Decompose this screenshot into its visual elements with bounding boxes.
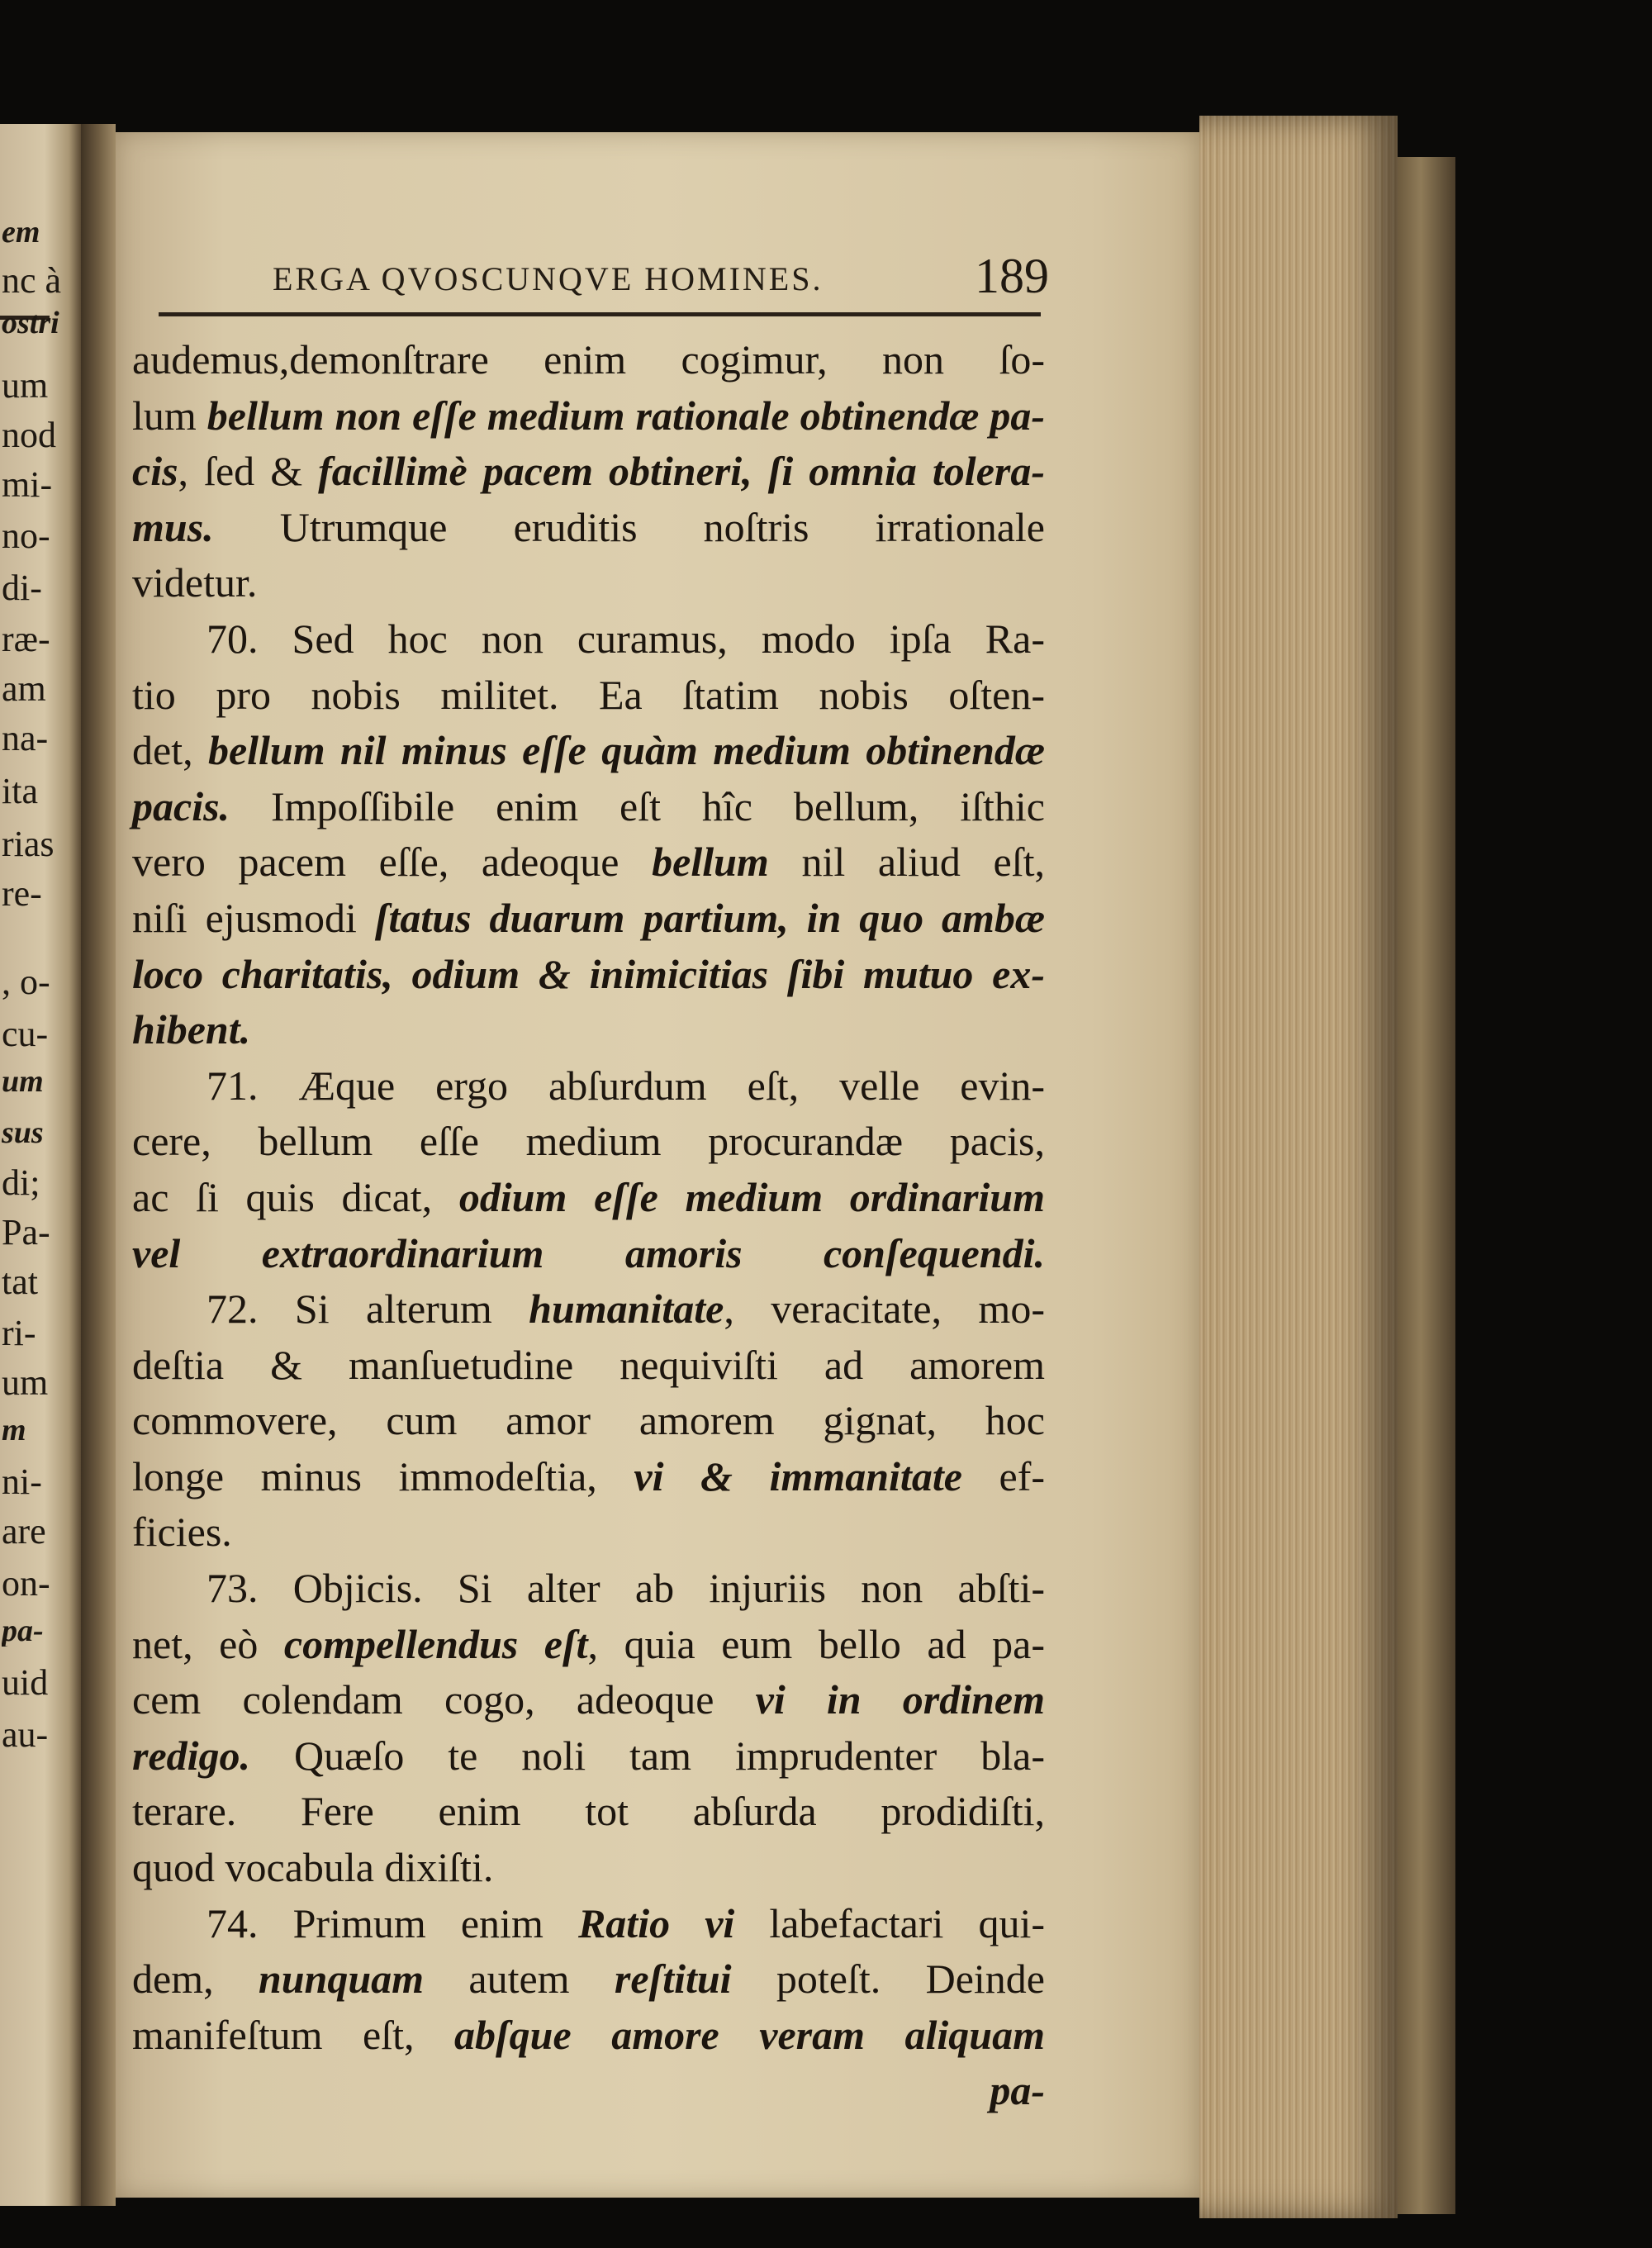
italic-segment: abſque amore veram aliquam <box>454 2011 1045 2058</box>
facing-page-fragment: di- <box>2 570 42 606</box>
text-line <box>132 2063 1045 2119</box>
italic-segment: nunquam <box>258 1956 425 2003</box>
facing-page-fragment: um <box>2 368 49 404</box>
italic-segment: facillimè pacem obtineri, ſi omnia tolera- <box>318 448 1045 495</box>
facing-page-fragment: pa- <box>2 1615 44 1647</box>
text-segment: poteſt. Deinde <box>731 1956 1045 2003</box>
text-segment: commovere, cum amor amorem gignat, hoc <box>132 1397 1045 1444</box>
italic-segment: hibent. <box>132 1006 251 1053</box>
facing-page-left <box>0 124 81 2206</box>
facing-page-fragment: um <box>2 1365 49 1401</box>
text-line <box>132 1058 1045 1114</box>
text-line <box>132 388 1045 444</box>
running-head <box>273 248 1049 314</box>
text-segment: audemus,demonſtrare enim cogimur, non ſo- <box>132 336 1045 383</box>
text-line <box>132 1504 1045 1561</box>
text-segment: det, <box>132 727 208 774</box>
italic-segment: humanitate <box>529 1286 724 1333</box>
text-segment: cere, bellum eſſe medium procurandæ pacis, <box>132 1118 1045 1165</box>
text-segment: longe minus immodeſtia, <box>132 1452 634 1499</box>
text-segment: cem colendam cogo, adeoque <box>132 1676 756 1723</box>
text-line <box>132 1281 1045 1338</box>
facing-page-fragment: nod <box>2 417 56 454</box>
text-segment: autem <box>424 1956 615 2003</box>
text-segment: deſtia & manſuetudine nequiviſti ad amorem <box>132 1341 1045 1388</box>
facing-page-fragment: mi- <box>2 467 53 503</box>
text-segment: ac ſi quis dicat, <box>132 1173 459 1220</box>
text-segment: videtur. <box>132 559 258 606</box>
text-line <box>132 1114 1045 1170</box>
header-rule <box>159 312 1041 316</box>
italic-segment: vel extraordinarium amoris conſequendi. <box>132 1229 1045 1276</box>
text-line <box>132 500 1045 556</box>
text-line <box>132 1002 1045 1058</box>
catchword: pa- <box>990 2067 1045 2114</box>
italic-segment: compellendus eſt <box>283 1620 588 1667</box>
facing-page-fragment: cu- <box>2 1016 49 1053</box>
text-line <box>132 1617 1045 1673</box>
facing-page-fragment: Pa- <box>2 1214 50 1251</box>
text-segment: terare. Fere enim tot abſurda prodidiſti, <box>132 1788 1045 1835</box>
text-segment: , quia eum bello ad pa- <box>587 1620 1046 1667</box>
text-line <box>132 332 1045 388</box>
text-line <box>132 779 1045 835</box>
text-line <box>132 1728 1045 1785</box>
text-segment: ficies. <box>132 1509 232 1556</box>
facing-page-fragment: ita <box>2 773 38 810</box>
italic-segment: mus. <box>132 503 214 550</box>
text-segment: Quæſo te noli tam imprudenter bla- <box>250 1732 1045 1779</box>
facing-page-fragment: em <box>2 216 40 248</box>
facing-page-fragment: au- <box>2 1717 49 1753</box>
text-segment: lum <box>132 392 207 439</box>
facing-page-fragment: no- <box>2 518 50 554</box>
book-cover-edge <box>1398 157 1455 2214</box>
page-edges <box>1199 116 1398 2218</box>
facing-page-fragment: are <box>2 1514 46 1550</box>
text-line <box>132 1561 1045 1617</box>
italic-segment: vi in ordinem <box>755 1676 1046 1723</box>
text-line <box>132 1170 1045 1226</box>
text-segment: 72. Si alterum <box>206 1286 529 1333</box>
page-number: 189 <box>975 249 1049 303</box>
facing-page-fragment: na- <box>2 720 49 757</box>
text-segment: Utrumque eruditis noſtris irrationale <box>213 503 1045 550</box>
text-segment: 71. Æque ergo abſurdum eſt, velle evin- <box>206 1062 1045 1109</box>
italic-segment: pacis. <box>132 782 230 829</box>
facing-page-fragment: rias <box>2 826 55 863</box>
text-line <box>132 834 1045 891</box>
text-line <box>132 1672 1045 1728</box>
facing-page-fragment: um <box>2 1066 44 1097</box>
facing-page-fragment: di; <box>2 1165 40 1201</box>
italic-segment: bellum non eſſe medium rationale obtinendæ pa- <box>206 392 1045 439</box>
text-line <box>132 1951 1045 2008</box>
text-line <box>132 947 1045 1003</box>
text-segment: 74. Primum enim <box>206 1899 578 1946</box>
italic-segment: bellum nil minus eſſe quàm medium obtinendæ <box>207 727 1045 774</box>
text-segment: , veracitate, mo- <box>724 1286 1045 1333</box>
facing-page-fragment: nc à <box>2 263 62 299</box>
text-segment: niſi ejusmodi <box>132 894 375 941</box>
italic-segment: cis <box>132 448 178 495</box>
text-segment: dem, <box>132 1956 259 2003</box>
italic-segment: vi & immanitate <box>634 1452 962 1499</box>
text-line <box>132 1784 1045 1840</box>
text-segment: 70. Sed hoc non curamus, modo ipſa Ra- <box>206 615 1045 662</box>
text-line <box>132 555 1045 611</box>
text-line <box>132 723 1045 779</box>
text-segment: net, eò <box>132 1620 284 1667</box>
text-segment: labefactari qui- <box>734 1899 1046 1946</box>
text-line <box>132 1393 1045 1449</box>
text-segment: 73. Objicis. Si alter ab injuriis non abſti- <box>206 1565 1045 1612</box>
text-line <box>132 668 1045 724</box>
running-head-title: ERGA QVOSCUNQVE HOMINES. <box>273 260 824 297</box>
text-line <box>132 611 1045 668</box>
text-segment: tio pro nobis militet. Ea ſtatim nobis oſten- <box>132 671 1045 718</box>
text-line <box>132 1896 1045 1952</box>
facing-page-fragment: ostri <box>2 307 59 339</box>
facing-page-fragment: am <box>2 671 46 707</box>
italic-segment: bellum <box>652 839 769 886</box>
facing-page-fragment: ni- <box>2 1464 42 1500</box>
text-line <box>132 891 1045 947</box>
italic-segment: odium eſſe medium ordinarium <box>458 1173 1045 1220</box>
text-line <box>132 444 1045 500</box>
text-segment: ef- <box>961 1452 1046 1499</box>
facing-page-fragment: tat <box>2 1264 38 1300</box>
text-segment: manifeſtum eſt, <box>132 2011 455 2058</box>
facing-page-fragment: m <box>2 1414 26 1446</box>
facing-page-fragment: ræ- <box>2 621 50 658</box>
italic-segment: Ratio vi <box>577 1899 735 1946</box>
facing-page-fragment: re- <box>2 876 42 912</box>
facing-page-fragment: sus <box>2 1117 44 1148</box>
text-line <box>132 1840 1045 1896</box>
italic-segment: redigo. <box>132 1732 251 1779</box>
text-line <box>132 1449 1045 1505</box>
italic-segment: loco charitatis, odium & inimicitias ſibi mutuo ex- <box>132 950 1045 997</box>
page-body-text <box>132 332 1045 2119</box>
text-line <box>132 1226 1045 1282</box>
text-line <box>132 1338 1045 1394</box>
text-segment: nil aliud eſt, <box>768 839 1045 886</box>
book-gutter <box>81 124 116 2206</box>
text-segment: vero pacem eſſe, adeoque <box>132 839 653 886</box>
facing-page-fragment: ri- <box>2 1315 36 1352</box>
facing-page-fragment: on- <box>2 1566 50 1602</box>
text-segment: , ſed & <box>178 448 319 495</box>
italic-segment: ſtatus duarum partium, in quo ambæ <box>374 894 1045 941</box>
italic-segment: reſtitui <box>614 1956 732 2003</box>
text-segment: quod vocabula dixiſti. <box>132 1844 494 1891</box>
text-segment: Impoſſibile enim eſt hîc bellum, iſthic <box>230 782 1045 829</box>
facing-page-fragment: uid <box>2 1665 49 1701</box>
text-line <box>132 2008 1045 2064</box>
facing-page-fragment: , o- <box>2 964 50 1000</box>
